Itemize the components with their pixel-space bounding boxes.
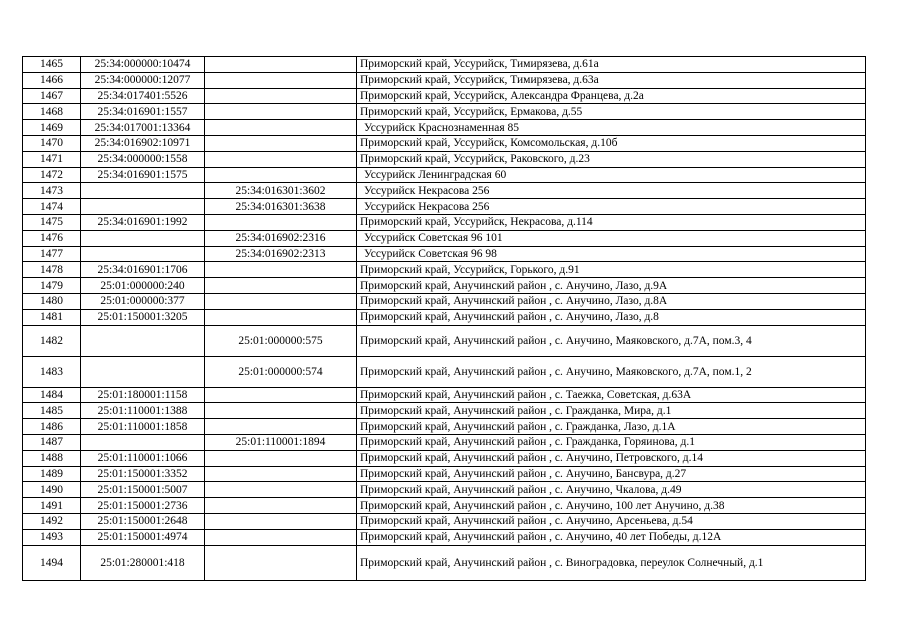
table-body <box>23 57 866 581</box>
address-cell: Приморский край, Анучинский район , с. Гражданка, Лазо, д.1А <box>357 419 866 435</box>
cadastral-number-cell: 25:01:000000:240 <box>81 278 205 294</box>
cadastral-number-alt-cell <box>205 529 357 545</box>
cadastral-number-cell: 25:01:150001:4974 <box>81 529 205 545</box>
row-number-cell: 1478 <box>23 262 81 278</box>
cadastral-number-cell: 25:01:150001:2736 <box>81 498 205 514</box>
address-cell: Приморский край, Анучинский район , с. Гражданка, Мира, д.1 <box>357 403 866 419</box>
row-number-cell: 1490 <box>23 482 81 498</box>
address-cell: Приморский край, Уссурийск, Комсомольская, д.10б <box>357 135 866 151</box>
row-number-cell: 1484 <box>23 387 81 403</box>
row-number-cell: 1492 <box>23 513 81 529</box>
table-row <box>23 450 866 466</box>
cadastral-number-cell: 25:34:000000:10474 <box>81 57 205 73</box>
address-cell: Приморский край, Анучинский район , с. Таежка, Советская, д.63А <box>357 387 866 403</box>
address-cell: Приморский край, Уссурийск, Некрасова, д.114 <box>357 214 866 230</box>
cadastral-number-alt-cell <box>205 135 357 151</box>
address-cell: Приморский край, Анучинский район , с. Анучино, Лазо, д.9А <box>357 278 866 294</box>
cadastral-number-cell: 25:34:016902:10971 <box>81 135 205 151</box>
cadastral-number-cell: 25:01:180001:1158 <box>81 387 205 403</box>
cadastral-number-alt-cell <box>205 498 357 514</box>
row-number-cell: 1466 <box>23 72 81 88</box>
row-number-cell: 1494 <box>23 545 81 580</box>
cadastral-number-alt-cell: 25:01:000000:574 <box>205 356 357 387</box>
address-cell: Уссурийск Некрасова 256 <box>357 199 866 215</box>
table-row <box>23 498 866 514</box>
cadastral-number-alt-cell <box>205 151 357 167</box>
address-cell: Приморский край, Анучинский район , с. Анучино, Маяковского, д.7А, пом.3, 4 <box>357 325 866 356</box>
cadastral-number-cell: 25:34:017001:13364 <box>81 120 205 136</box>
cadastral-number-alt-cell <box>205 482 357 498</box>
address-cell: Приморский край, Анучинский район , с. Виноградовка, переулок Солнечный, д.1 <box>357 545 866 580</box>
address-cell: Приморский край, Анучинский район , с. Анучино, 100 лет Анучино, д.38 <box>357 498 866 514</box>
table-row <box>23 88 866 104</box>
table-row <box>23 529 866 545</box>
row-number-cell: 1468 <box>23 104 81 120</box>
address-cell: Приморский край, Уссурийск, Ермакова, д.55 <box>357 104 866 120</box>
cadastral-number-alt-cell <box>205 278 357 294</box>
row-number-cell: 1483 <box>23 356 81 387</box>
row-number-cell: 1485 <box>23 403 81 419</box>
cadastral-number-cell <box>81 325 205 356</box>
row-number-cell: 1475 <box>23 214 81 230</box>
cadastral-number-cell <box>81 434 205 450</box>
cadastral-number-cell <box>81 246 205 262</box>
cadastral-number-alt-cell <box>205 57 357 73</box>
cadastral-number-alt-cell <box>205 104 357 120</box>
row-number-cell: 1486 <box>23 419 81 435</box>
cadastral-number-alt-cell <box>205 545 357 580</box>
cadastral-number-alt-cell <box>205 513 357 529</box>
cadastral-number-alt-cell <box>205 309 357 325</box>
cadastral-number-cell: 25:01:150001:2648 <box>81 513 205 529</box>
cadastral-number-cell: 25:34:016901:1575 <box>81 167 205 183</box>
cadastral-number-alt-cell <box>205 450 357 466</box>
property-registry-table <box>22 56 866 581</box>
address-cell: Приморский край, Анучинский район , с. Анучино, Лазо, д.8А <box>357 293 866 309</box>
table-row <box>23 72 866 88</box>
table-row <box>23 387 866 403</box>
row-number-cell: 1474 <box>23 199 81 215</box>
table-row <box>23 309 866 325</box>
cadastral-number-alt-cell <box>205 419 357 435</box>
address-cell: Приморский край, Анучинский район , с. Анучино, 40 лет Победы, д.12А <box>357 529 866 545</box>
address-cell: Приморский край, Уссурийск, Раковского, д.23 <box>357 151 866 167</box>
table-row <box>23 57 866 73</box>
table-row <box>23 356 866 387</box>
cadastral-number-cell: 25:01:000000:377 <box>81 293 205 309</box>
row-number-cell: 1469 <box>23 120 81 136</box>
table-row <box>23 403 866 419</box>
row-number-cell: 1480 <box>23 293 81 309</box>
cadastral-number-cell: 25:34:017401:5526 <box>81 88 205 104</box>
row-number-cell: 1477 <box>23 246 81 262</box>
cadastral-number-alt-cell <box>205 88 357 104</box>
address-cell: Уссурийск Некрасова 256 <box>357 183 866 199</box>
cadastral-number-cell: 25:01:110001:1066 <box>81 450 205 466</box>
table-row <box>23 214 866 230</box>
row-number-cell: 1479 <box>23 278 81 294</box>
address-cell: Уссурийск Советская 96 101 <box>357 230 866 246</box>
cadastral-number-alt-cell <box>205 262 357 278</box>
address-cell: Уссурийск Ленинградская 60 <box>357 167 866 183</box>
document-page <box>22 56 865 581</box>
row-number-cell: 1491 <box>23 498 81 514</box>
cadastral-number-cell <box>81 230 205 246</box>
row-number-cell: 1465 <box>23 57 81 73</box>
cadastral-number-cell <box>81 199 205 215</box>
address-cell: Приморский край, Уссурийск, Александра Францева, д.2а <box>357 88 866 104</box>
table-row <box>23 545 866 580</box>
table-row <box>23 434 866 450</box>
address-cell: Приморский край, Анучинский район , с. Анучино, Маяковского, д.7А, пом.1, 2 <box>357 356 866 387</box>
cadastral-number-alt-cell: 25:34:016301:3638 <box>205 199 357 215</box>
address-cell: Приморский край, Анучинский район , с. Анучино, Бансвура, д.27 <box>357 466 866 482</box>
cadastral-number-alt-cell <box>205 120 357 136</box>
row-number-cell: 1493 <box>23 529 81 545</box>
table-row <box>23 151 866 167</box>
cadastral-number-cell: 25:01:280001:418 <box>81 545 205 580</box>
address-cell: Приморский край, Анучинский район , с. Гражданка, Горяинова, д.1 <box>357 434 866 450</box>
cadastral-number-cell: 25:34:000000:12077 <box>81 72 205 88</box>
address-cell: Уссурийск Советская 96 98 <box>357 246 866 262</box>
table-row <box>23 466 866 482</box>
cadastral-number-alt-cell: 25:34:016902:2313 <box>205 246 357 262</box>
address-cell: Приморский край, Уссурийск, Тимирязева, д.61а <box>357 57 866 73</box>
cadastral-number-cell: 25:01:150001:3205 <box>81 309 205 325</box>
row-number-cell: 1487 <box>23 434 81 450</box>
address-cell: Приморский край, Анучинский район , с. Анучино, Чкалова, д.49 <box>357 482 866 498</box>
cadastral-number-alt-cell <box>205 72 357 88</box>
table-row <box>23 104 866 120</box>
cadastral-number-cell: 25:01:150001:5007 <box>81 482 205 498</box>
cadastral-number-alt-cell <box>205 167 357 183</box>
row-number-cell: 1472 <box>23 167 81 183</box>
cadastral-number-alt-cell <box>205 214 357 230</box>
cadastral-number-alt-cell: 25:01:110001:1894 <box>205 434 357 450</box>
address-cell: Приморский край, Анучинский район , с. Анучино, Петровского, д.14 <box>357 450 866 466</box>
cadastral-number-alt-cell: 25:34:016902:2316 <box>205 230 357 246</box>
table-row <box>23 120 866 136</box>
row-number-cell: 1488 <box>23 450 81 466</box>
address-cell: Приморский край, Анучинский район , с. Анучино, Арсеньева, д.54 <box>357 513 866 529</box>
table-row <box>23 262 866 278</box>
row-number-cell: 1471 <box>23 151 81 167</box>
cadastral-number-cell: 25:01:110001:1388 <box>81 403 205 419</box>
cadastral-number-alt-cell <box>205 387 357 403</box>
cadastral-number-alt-cell <box>205 403 357 419</box>
table-row <box>23 482 866 498</box>
cadastral-number-cell: 25:34:000000:1558 <box>81 151 205 167</box>
table-row <box>23 246 866 262</box>
cadastral-number-cell: 25:01:150001:3352 <box>81 466 205 482</box>
table-row <box>23 230 866 246</box>
table-row <box>23 135 866 151</box>
cadastral-number-cell <box>81 356 205 387</box>
address-cell: Уссурийск Краснознаменная 85 <box>357 120 866 136</box>
cadastral-number-alt-cell <box>205 466 357 482</box>
address-cell: Приморский край, Анучинский район , с. Анучино, Лазо, д.8 <box>357 309 866 325</box>
table-row <box>23 167 866 183</box>
row-number-cell: 1470 <box>23 135 81 151</box>
cadastral-number-cell: 25:34:016901:1992 <box>81 214 205 230</box>
row-number-cell: 1489 <box>23 466 81 482</box>
row-number-cell: 1473 <box>23 183 81 199</box>
table-row <box>23 325 866 356</box>
table-row <box>23 419 866 435</box>
table-row <box>23 199 866 215</box>
cadastral-number-cell: 25:01:110001:1858 <box>81 419 205 435</box>
row-number-cell: 1476 <box>23 230 81 246</box>
cadastral-number-cell: 25:34:016901:1557 <box>81 104 205 120</box>
cadastral-number-alt-cell <box>205 293 357 309</box>
address-cell: Приморский край, Уссурийск, Тимирязева, д.63а <box>357 72 866 88</box>
cadastral-number-alt-cell: 25:01:000000:575 <box>205 325 357 356</box>
table-row <box>23 513 866 529</box>
row-number-cell: 1467 <box>23 88 81 104</box>
cadastral-number-cell: 25:34:016901:1706 <box>81 262 205 278</box>
row-number-cell: 1482 <box>23 325 81 356</box>
table-row <box>23 293 866 309</box>
address-cell: Приморский край, Уссурийск, Горького, д.91 <box>357 262 866 278</box>
table-row <box>23 183 866 199</box>
row-number-cell: 1481 <box>23 309 81 325</box>
table-row <box>23 278 866 294</box>
cadastral-number-alt-cell: 25:34:016301:3602 <box>205 183 357 199</box>
cadastral-number-cell <box>81 183 205 199</box>
